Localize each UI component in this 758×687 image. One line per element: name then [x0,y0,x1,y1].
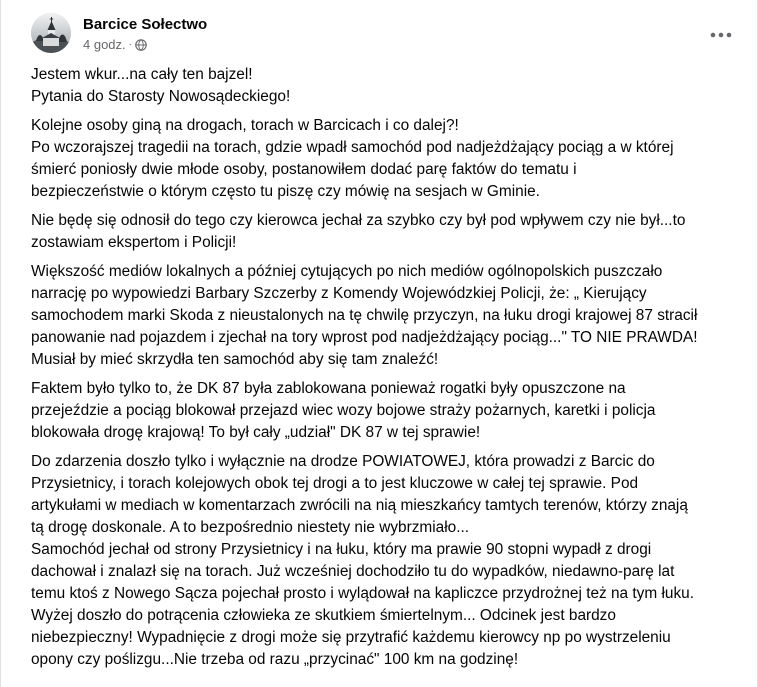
post-text-line: Kolejne osoby giną na drogach, torach w Barcicach i co dalej?! [31,117,459,134]
post-text-line: Musiał by mieć skrzydła ten samochód aby się tam znaleźć! [31,351,439,368]
paragraph-5 [31,378,745,444]
more-options-button[interactable] [703,17,739,53]
post-message [31,64,745,678]
post-text-line: dachował i znalazł się na torach. Już wcześniej dochodziło tu do wypadków, niedawno-parę lat [31,563,675,580]
paragraph-3 [31,210,745,254]
post-text-line: Nie będę się odnosił do tego czy kierowca jechał za szybko czy był pod wpływem czy nie był...to [31,212,686,229]
post-header [31,10,739,58]
post-text-line: Większość mediów lokalnych a później cytujących po nich mediów ogólnopolskich puszczało [31,263,663,280]
post-text-line: Jestem wkur...na cały ten bajzel! [31,66,253,83]
paragraph-2 [31,115,745,203]
post-meta [83,37,147,53]
paragraph-6 [31,451,745,671]
post-text-line: Przysietnicy, i torach kolejowych obok tej drogi a to jest kluczowe w całej tej sprawie. Pod [31,475,639,492]
paragraph-4 [31,261,745,371]
post-text-line: przejeździe a pociąg blokował przejazd wiec wozy bojowe straży pożarnych, karetki i policja [31,402,656,419]
post-text-line: Do zdarzenia doszło tylko i wyłącznie na drodze POWIATOWEJ, która prowadzi z Barcic do [31,453,655,470]
meta-separator: · [128,39,132,50]
post-text-line: Samochód jechał od strony Przysietnicy i na łuku, który ma prawie 90 stopni wypadł z drogi [31,541,652,558]
post-text-line: Pytania do Starosty Nowosądeckiego! [31,88,291,105]
post-text-line: Faktem było tylko to, że DK 87 była zablokowana ponieważ rogatki były opuszczone na [31,380,626,397]
page-name-link[interactable]: Barcice Sołectwo [83,16,208,33]
post-text-line: narrację po wypowiedzi Barbary Szczerby z Komendy Wojewódzkiej Policji, że: „ Kierujący [31,285,647,302]
ellipsis-icon [710,32,732,38]
post-text-line: panowanie nad pojazdem i zjechał na tory wprost pod nadjeżdżający pociąg..." TO NIE PRAWDA! [31,329,698,346]
post-text-line: artykułami w mediach w komentarzach zwrócili na nią mieszkańcy tamtych terenów, którzy znają [31,497,688,514]
post-text-line: tą drogę doskonale. A to bezpośrednio niestety nie wybrzmiało... [31,519,470,536]
post-text-line: śmierć poniosły dwie młode osoby, postanowiłem dodać parę faktów do tematu i [31,161,577,178]
post-text-line: niebezpieczny! Wypadnięcie z drogi może się przytrafić każdemu kierowcy np po wystrzeleniu [31,629,671,646]
post-text-line: zostawiam ekspertom i Policji! [31,234,237,251]
post-text-line: Wyżej doszło do potrącenia człowieka ze skutkiem śmiertelnym... Odcinek jest bardzo [31,607,616,624]
paragraph-1 [31,64,745,108]
church-avatar-icon [31,13,71,53]
post-time-link[interactable]: 4 godz. [83,37,126,52]
post-text-line: temu ktoś z Nowego Sącza pojechał prosto i wylądował na kapliczce przydrożnej też na tym łuku. [31,585,694,602]
post-text-line: samochodem marki Skoda z nieustalonych na tę chwilę przyczyn, na łuku drogi krajowej 87 stracił [31,307,698,324]
post-text-line: Po wczorajszej tragedii na torach, gdzie wpadł samochód pod nadjeżdżający pociąg a w której [31,139,674,156]
page-avatar[interactable] [31,13,71,53]
post-text-line: blokowała drogę krajową! To był cały „udział" DK 87 w tej sprawie! [31,424,481,441]
globe-icon[interactable] [135,39,147,51]
post-text-line: bezpieczeństwie o którym często tu piszę czy mówię na sesjach w Gminie. [31,183,540,200]
post-text-line: opony czy poślizgu...Nie trzeba od razu „przycinać" 100 km na godzinę! [31,651,519,668]
